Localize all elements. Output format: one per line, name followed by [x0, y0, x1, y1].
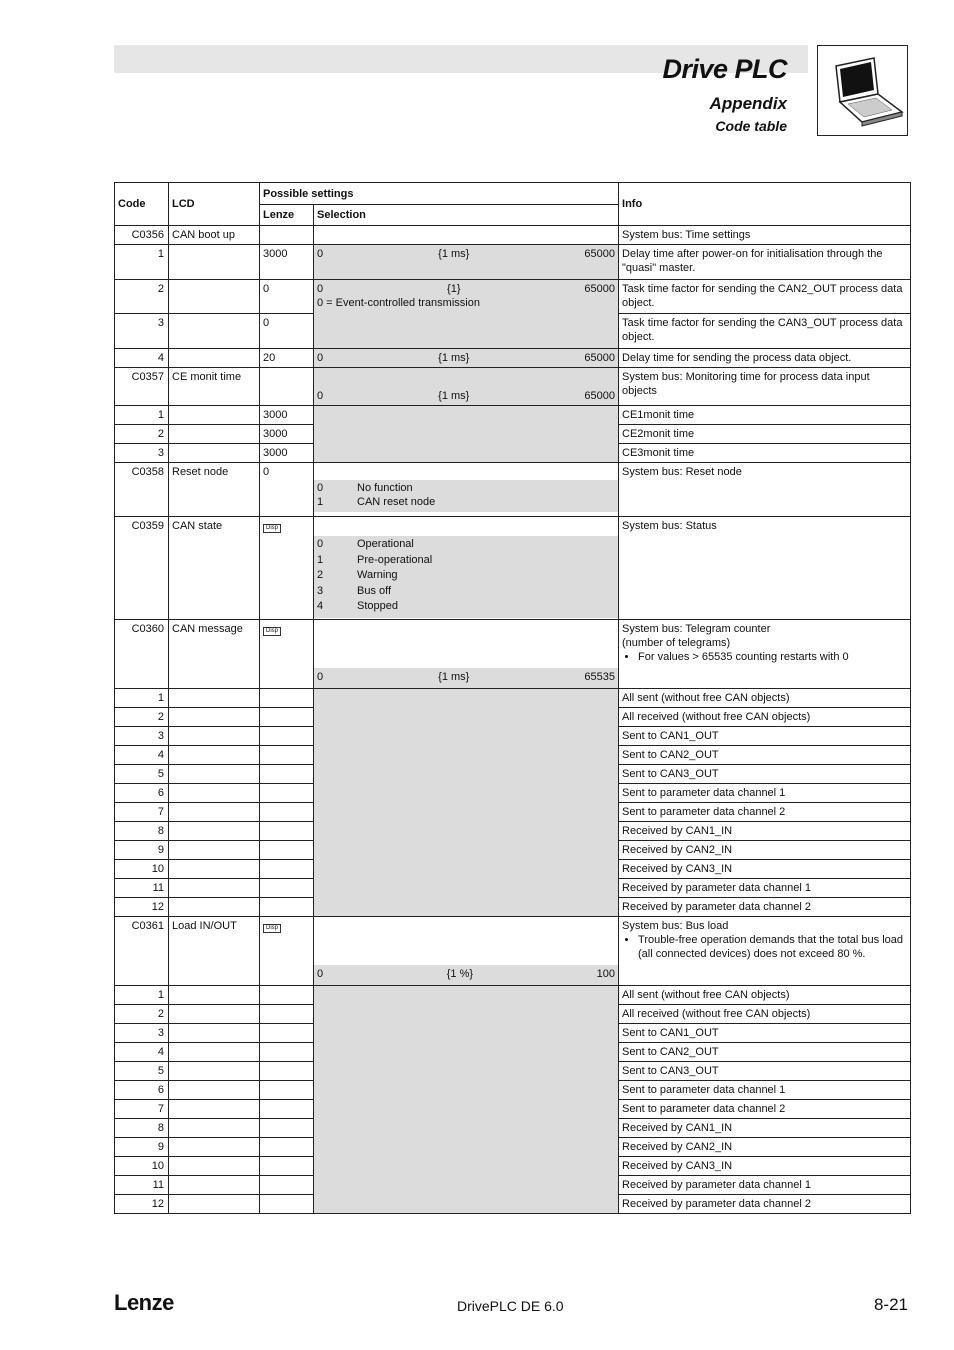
- info-cell: System bus: Monitoring time for process data input objects: [619, 368, 911, 406]
- info-cell: Received by CAN1_IN: [619, 822, 911, 841]
- table-row: [115, 986, 911, 1005]
- disp-badge: Disp: [263, 627, 281, 636]
- subcode-cell: 6: [115, 784, 169, 803]
- lenze-cell: 0: [260, 314, 314, 349]
- info-cell: All received (without free CAN objects): [619, 708, 911, 727]
- page-number: 8-21: [873, 1295, 908, 1314]
- header-lenze: Lenze: [260, 205, 314, 226]
- info-cell: CE3monit time: [619, 444, 911, 463]
- subcode-cell: 12: [115, 1195, 169, 1214]
- info-cell: System bus: Reset node: [619, 463, 911, 517]
- lenze-cell: 3000: [260, 245, 314, 280]
- info-cell: Received by parameter data channel 1: [619, 1176, 911, 1195]
- lcd-cell: Load IN/OUT: [169, 917, 260, 986]
- info-cell: System bus: Bus load • Trouble-free operation demands that the total bus load (all connected devices) does not exceed 80 %.: [619, 917, 911, 986]
- code-cell: C0357: [115, 368, 169, 406]
- selection-range: 0 {1 %} 100: [314, 917, 619, 986]
- code-cell: C0358: [115, 463, 169, 517]
- info-cell: Sent to CAN1_OUT: [619, 1024, 911, 1043]
- subcode-cell: 7: [115, 1100, 169, 1119]
- info-cell: Sent to CAN2_OUT: [619, 1043, 911, 1062]
- subcode-cell: 3: [115, 314, 169, 349]
- selection-options: 0 No function 1 CAN reset node: [314, 463, 619, 517]
- subcode-cell: 1: [115, 406, 169, 425]
- info-cell: Received by CAN2_IN: [619, 1138, 911, 1157]
- section-title: Appendix: [709, 94, 787, 113]
- lenze-cell: 0: [260, 280, 314, 314]
- subcode-cell: 4: [115, 1043, 169, 1062]
- info-cell: All received (without free CAN objects): [619, 1005, 911, 1024]
- info-cell: Received by CAN3_IN: [619, 1157, 911, 1176]
- subcode-cell: 11: [115, 1176, 169, 1195]
- lenze-cell: 3000: [260, 444, 314, 463]
- info-cell: Sent to parameter data channel 1: [619, 1081, 911, 1100]
- subcode-cell: 6: [115, 1081, 169, 1100]
- lcd-cell: Reset node: [169, 463, 260, 517]
- code-table: [114, 182, 911, 1214]
- selection-options: 0 Operational 1 Pre-operational 2 Warning 3 Bus off 4 Stopped: [314, 517, 619, 620]
- info-cell: Received by CAN3_IN: [619, 860, 911, 879]
- lenze-cell: 20: [260, 349, 314, 368]
- info-cell: Sent to CAN3_OUT: [619, 1062, 911, 1081]
- subcode-cell: 11: [115, 879, 169, 898]
- subcode-cell: 2: [115, 1005, 169, 1024]
- header-code: Code: [115, 183, 169, 226]
- code-cell: C0360: [115, 620, 169, 689]
- table-row: [115, 689, 911, 708]
- lenze-logo: Lenze: [114, 1290, 174, 1315]
- info-cell: Task time factor for sending the CAN2_OUT process data object.: [619, 280, 911, 314]
- selection-range: 0 {1 ms} 65535: [314, 620, 619, 689]
- subcode-cell: 2: [115, 708, 169, 727]
- selection-range: 0 {1 ms} 65000: [314, 349, 619, 368]
- disp-badge: Disp: [263, 524, 281, 533]
- info-cell: System bus: Status: [619, 517, 911, 620]
- subcode-cell: 4: [115, 746, 169, 765]
- subcode-cell: 9: [115, 841, 169, 860]
- subcode-cell: 3: [115, 727, 169, 746]
- lenze-cell: 3000: [260, 406, 314, 425]
- info-cell: Sent to parameter data channel 2: [619, 803, 911, 822]
- code-cell: C0359: [115, 517, 169, 620]
- laptop-icon: [817, 45, 908, 136]
- subcode-cell: 8: [115, 822, 169, 841]
- info-cell: Delay time for sending the process data object.: [619, 349, 911, 368]
- info-cell: Sent to CAN3_OUT: [619, 765, 911, 784]
- code-cell: C0356: [115, 226, 169, 245]
- info-cell: Task time factor for sending the CAN3_OUT process data object.: [619, 314, 911, 349]
- selection-blank: [314, 689, 619, 917]
- lenze-cell: 3000: [260, 425, 314, 444]
- info-cell: Received by CAN2_IN: [619, 841, 911, 860]
- header-possible-settings: Possible settings: [260, 183, 619, 205]
- subcode-cell: 5: [115, 765, 169, 784]
- selection-range: 0 {1} 65000 0 = Event-controlled transmission: [314, 280, 619, 349]
- subcode-cell: 7: [115, 803, 169, 822]
- subcode-cell: 1: [115, 689, 169, 708]
- subcode-cell: 3: [115, 1024, 169, 1043]
- subcode-cell: 9: [115, 1138, 169, 1157]
- selection-range: 0 {1 ms} 65000: [314, 368, 619, 406]
- lenze-cell: 0: [260, 463, 314, 517]
- header-lcd: LCD: [169, 183, 260, 226]
- subcode-cell: 4: [115, 349, 169, 368]
- subcode-cell: 12: [115, 898, 169, 917]
- disp-badge: Disp: [263, 924, 281, 933]
- subcode-cell: 3: [115, 444, 169, 463]
- info-cell: System bus: Telegram counter (number of telegrams) • For values > 65535 counting restarts with 0: [619, 620, 911, 689]
- document-name: DrivePLC DE 6.0: [457, 1298, 564, 1314]
- info-cell: Delay time after power-on for initialisation through the "quasi" master.: [619, 245, 911, 280]
- subcode-cell: 2: [115, 280, 169, 314]
- info-cell: CE1monit time: [619, 406, 911, 425]
- subcode-cell: 1: [115, 245, 169, 280]
- subcode-cell: 10: [115, 1157, 169, 1176]
- info-cell: Sent to CAN1_OUT: [619, 727, 911, 746]
- subcode-cell: 10: [115, 860, 169, 879]
- header-info: Info: [619, 183, 911, 226]
- header-selection: Selection: [314, 205, 619, 226]
- subcode-cell: 8: [115, 1119, 169, 1138]
- info-cell: Sent to CAN2_OUT: [619, 746, 911, 765]
- info-cell: All sent (without free CAN objects): [619, 689, 911, 708]
- lcd-cell: CAN message: [169, 620, 260, 689]
- page-title: Drive PLC: [662, 54, 787, 84]
- info-cell: All sent (without free CAN objects): [619, 986, 911, 1005]
- lcd-cell: CE monit time: [169, 368, 260, 406]
- info-cell: Received by CAN1_IN: [619, 1119, 911, 1138]
- info-cell: Received by parameter data channel 1: [619, 879, 911, 898]
- subcode-cell: 1: [115, 986, 169, 1005]
- info-cell: System bus: Time settings: [619, 226, 911, 245]
- info-cell: Sent to parameter data channel 2: [619, 1100, 911, 1119]
- subcode-cell: 5: [115, 1062, 169, 1081]
- info-cell: Sent to parameter data channel 1: [619, 784, 911, 803]
- lcd-cell: CAN boot up: [169, 226, 260, 245]
- info-cell: Received by parameter data channel 2: [619, 898, 911, 917]
- lcd-cell: CAN state: [169, 517, 260, 620]
- code-cell: C0361: [115, 917, 169, 986]
- selection-range: 0 {1 ms} 65000: [314, 245, 619, 280]
- subcode-cell: 2: [115, 425, 169, 444]
- info-cell: Received by parameter data channel 2: [619, 1195, 911, 1214]
- selection-blank: [314, 986, 619, 1214]
- info-cell: CE2monit time: [619, 425, 911, 444]
- subsection-title: Code table: [715, 118, 787, 134]
